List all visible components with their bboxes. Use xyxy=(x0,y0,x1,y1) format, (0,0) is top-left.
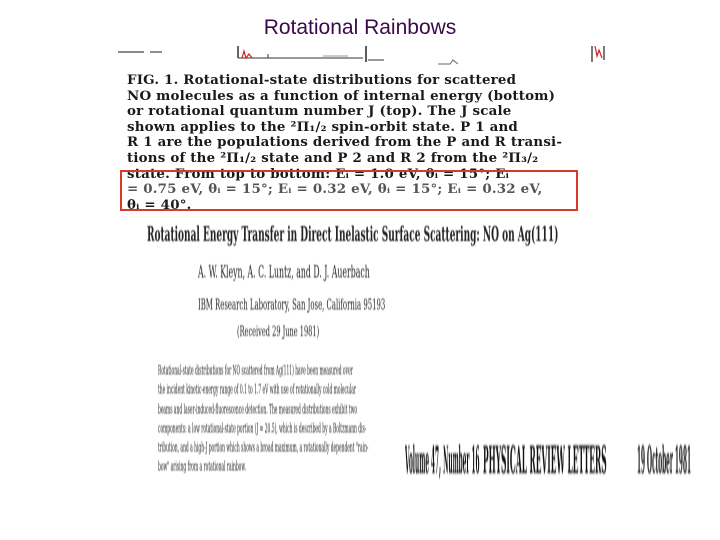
caption-line: θᵢ = 40°. xyxy=(127,196,192,213)
caption-line: = 0.75 eV, θᵢ = 15°; Eᵢ = 0.32 eV, θᵢ = 15°; Eᵢ = 0.32 eV, xyxy=(127,181,543,198)
journal-volume: Volume 47, Number 16 xyxy=(405,440,480,484)
abstract-line: components: a low rotational-state portion (J ≈ 20.5), which is described by a Boltzmann dis- xyxy=(158,421,367,437)
slide-title: Rotational Rainbows xyxy=(263,16,457,39)
caption-highlight-box xyxy=(120,170,578,211)
abstract-line: tribution, and a high-J portion which shows a broad maximum, a rotationally dependent "rain- xyxy=(158,440,369,456)
caption-line: shown applies to the ²Π₁/₂ spin-orbit state. P 1 and xyxy=(127,118,518,135)
caption-line: R 1 are the populations derived from the P and R transi- xyxy=(127,134,563,151)
article-affiliation: IBM Research Laboratory, San Jose, California 95193 xyxy=(198,295,386,314)
journal-date: 19 October 1981 xyxy=(637,440,692,484)
abstract-line: bow" arising from a rotational rainbow. xyxy=(158,459,246,475)
journal-name: PHYSICAL REVIEW LETTERS xyxy=(483,440,607,484)
figure-plot-fragment xyxy=(118,46,610,66)
abstract-line: beams and laser-induced-fluorescence detection. The measured distributions exhibit two xyxy=(158,401,358,417)
caption-line: state. From top to bottom: Eᵢ = 1.0 eV, θᵢ = 15°; Eᵢ xyxy=(127,165,510,182)
abstract-line: Rotational-state distributions for NO scattered from Ag(111) have been measured over xyxy=(158,363,353,379)
article-title: Rotational Energy Transfer in Direct Inelastic Surface Scattering: NO on Ag(111) xyxy=(147,222,559,247)
article-abstract xyxy=(158,362,390,478)
caption-line: tions of the ²Π₁/₂ state and P 2 and R 2 from the ²Π₃/₂ xyxy=(127,149,539,166)
caption-line: or rotational quantum number J (top). The J scale xyxy=(127,103,512,120)
article-received-date: (Received 29 June 1981) xyxy=(237,323,320,340)
caption-line: NO molecules as a function of internal energy (bottom) xyxy=(127,87,556,104)
caption-line: FIG. 1. Rotational-state distributions for scattered xyxy=(127,72,517,88)
journal-header xyxy=(400,432,690,488)
article-authors: A. W. Kleyn, A. C. Luntz, and D. J. Auerbach xyxy=(198,263,370,283)
abstract-line: the incident kinetic-energy range of 0.1 to 1.7 eV with use of rotationally cold molecular xyxy=(158,382,356,398)
